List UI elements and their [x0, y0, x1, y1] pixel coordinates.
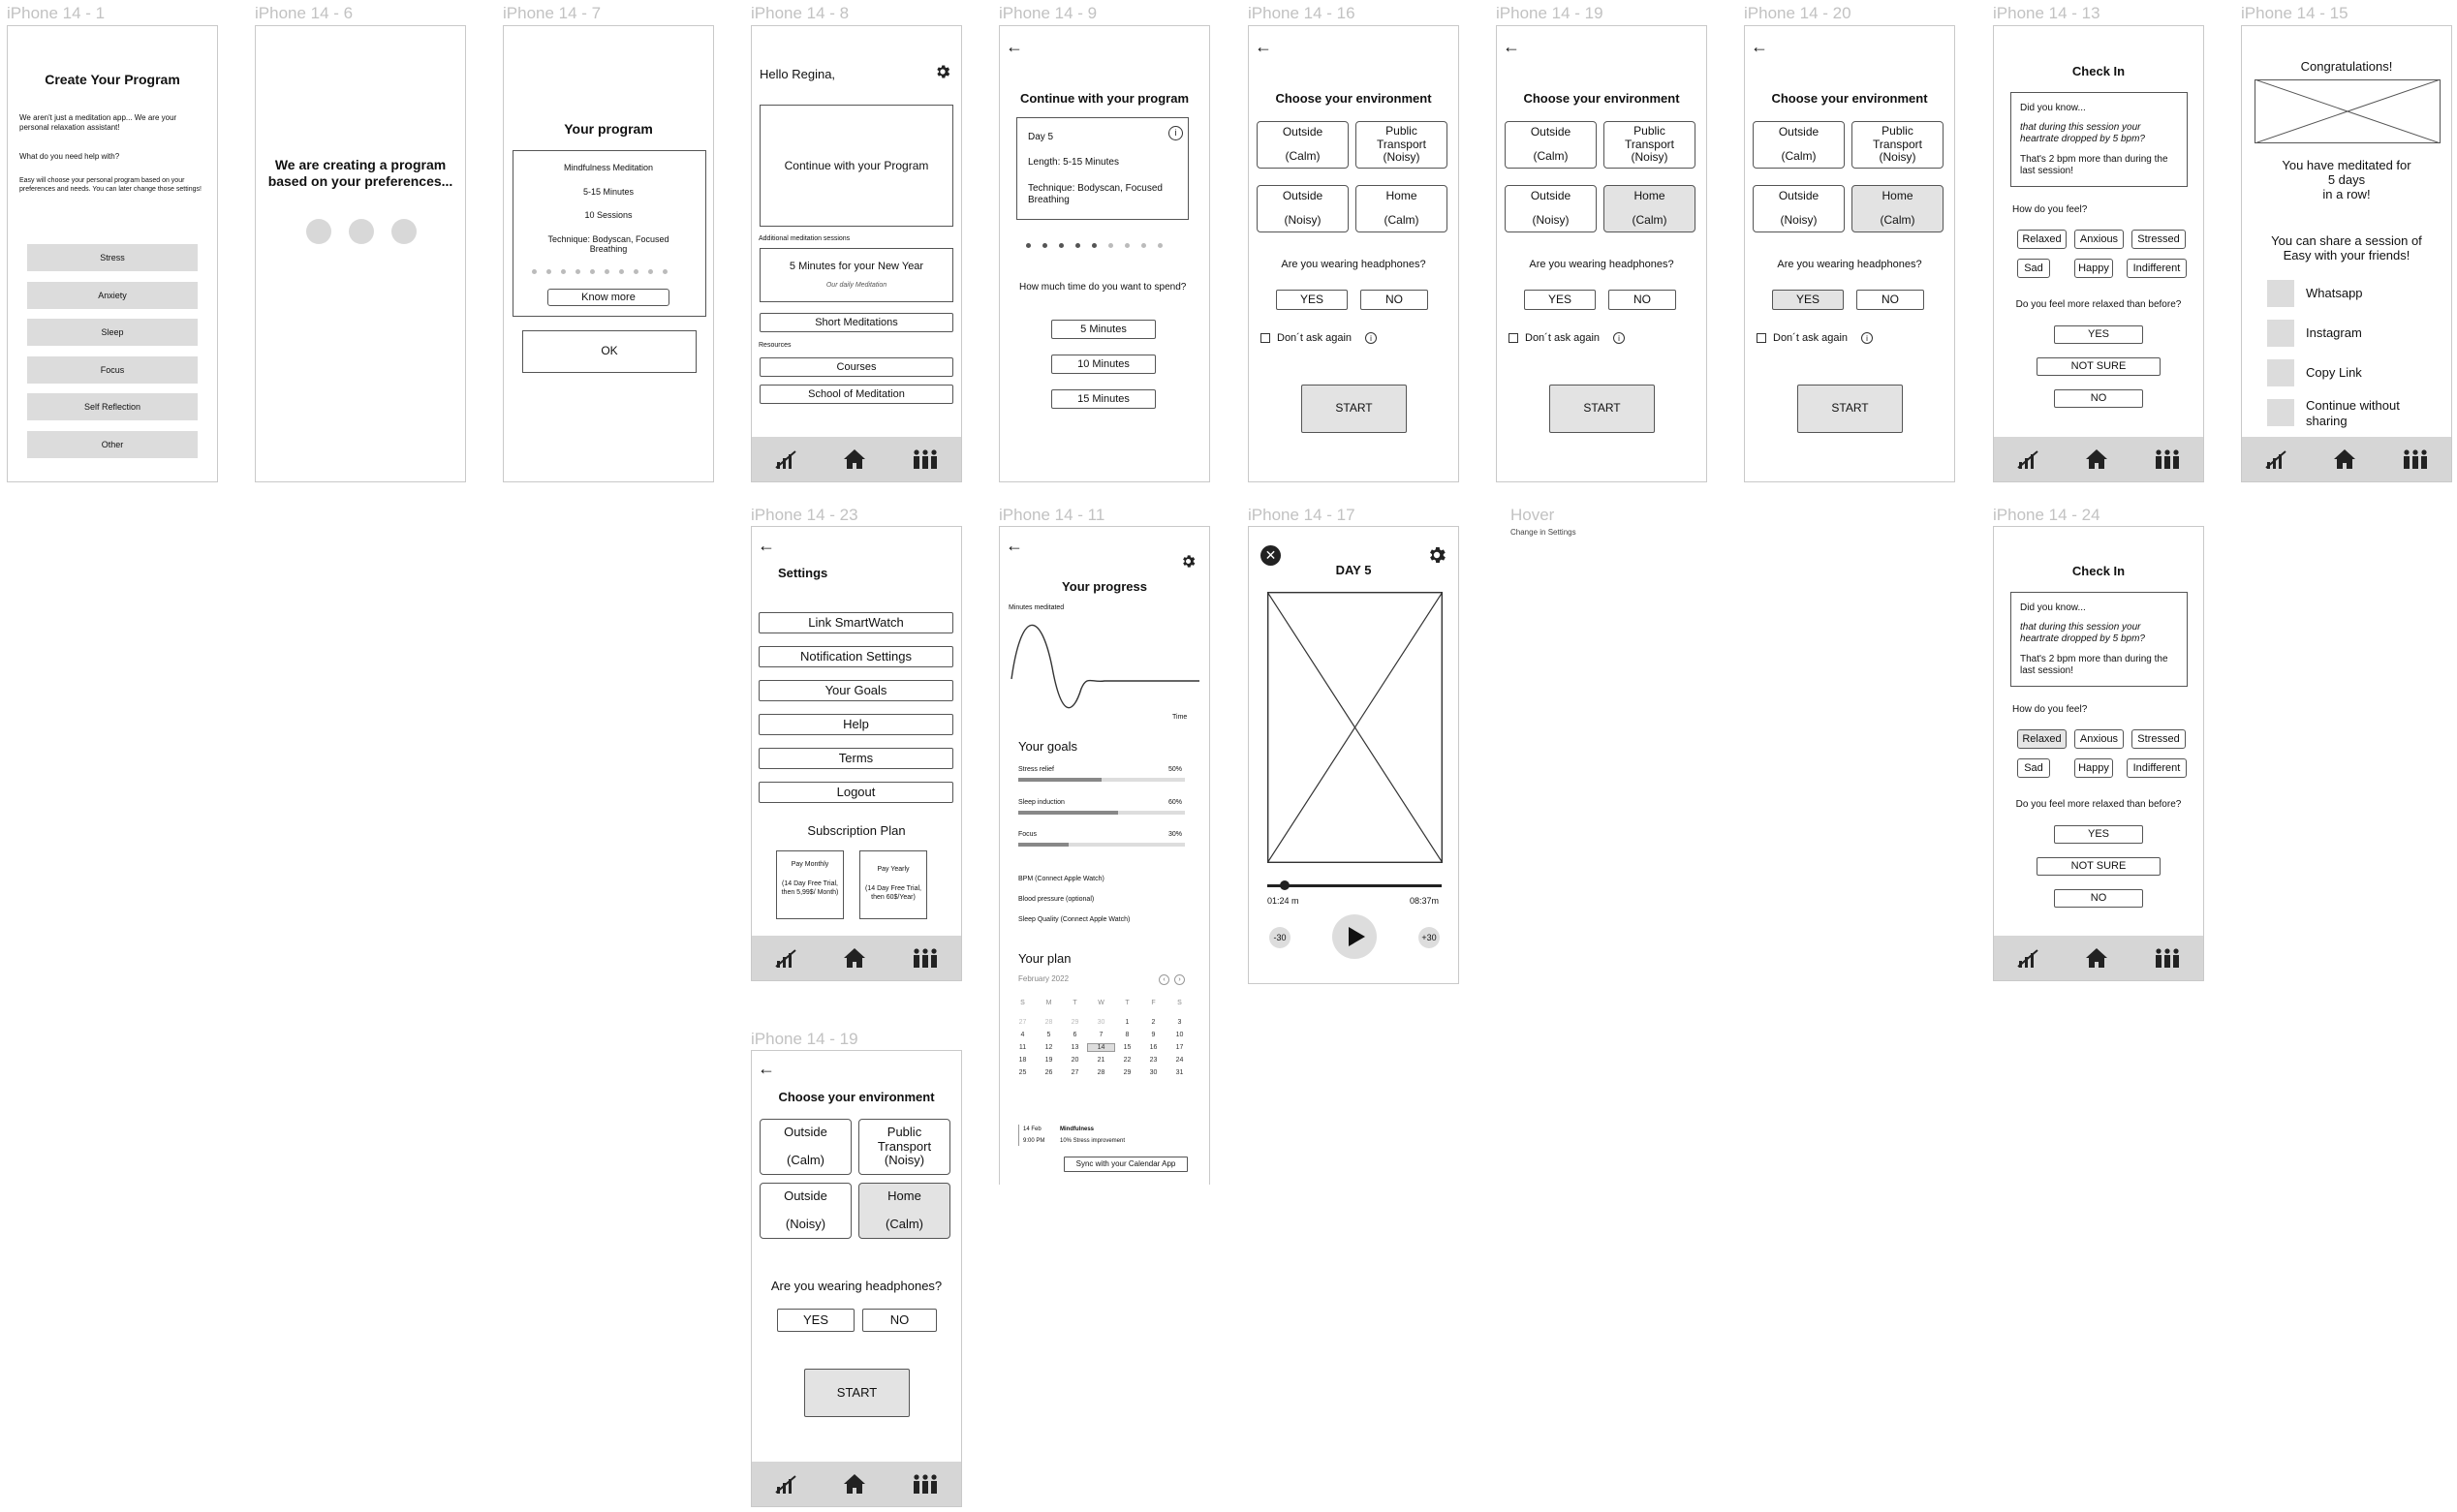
help-button[interactable]: Help	[759, 714, 953, 735]
yes-button[interactable]: YES	[1524, 290, 1596, 310]
forward-30-button[interactable]: +30	[1418, 927, 1440, 948]
calendar-day[interactable]: 19	[1044, 1057, 1053, 1064]
page-title: Check In	[2071, 64, 2126, 78]
info-icon[interactable]: i	[1861, 332, 1873, 344]
frame-label: iPhone 14 - 19	[1496, 4, 1603, 22]
calendar-day[interactable]: 28	[1044, 1019, 1053, 1026]
option-anxiety-button[interactable]: Anxiety	[27, 282, 198, 309]
calendar-grid	[1010, 1019, 1193, 1076]
calendar-month: February 2022	[1018, 974, 1070, 983]
info-icon[interactable]: i	[1613, 332, 1625, 344]
yes-button-selected[interactable]: YES	[1772, 290, 1844, 310]
page-title: DAY 5	[1335, 563, 1372, 577]
plan-desc: (14 Day Free Trial, then 60$/Year)	[865, 885, 921, 901]
elapsed-time: 01:24 m	[1267, 896, 1299, 906]
tab-bar	[752, 437, 961, 481]
no-button[interactable]: NO	[1608, 290, 1676, 310]
day-text: Day 5	[1028, 132, 1054, 142]
calendar-day[interactable]: 6	[1073, 1032, 1077, 1038]
community-icon[interactable]	[2154, 947, 2181, 969]
home-icon[interactable]	[2333, 448, 2356, 470]
home-icon[interactable]	[2085, 448, 2108, 470]
calendar-day[interactable]: 12	[1044, 1044, 1053, 1051]
dont-ask-label: Don´t ask again	[1773, 332, 1849, 344]
program-length: 5-15 Minutes	[582, 187, 635, 197]
mood-indifferent[interactable]: Indifferent	[2127, 259, 2187, 278]
goal-progress-bar	[1018, 843, 1185, 847]
dont-ask-label: Don´t ask again	[1525, 332, 1601, 344]
page-title: Choose your environment	[778, 1090, 935, 1104]
back-arrow-icon[interactable]: ←	[758, 536, 775, 555]
goal-name: Stress relief	[1018, 766, 1054, 773]
relaxed-question: Do you feel more relaxed than before?	[2015, 799, 2182, 810]
frame-environment-16	[1248, 25, 1459, 482]
start-button[interactable]: START	[1797, 385, 1903, 433]
calendar-day-selected[interactable]: 14	[1088, 1044, 1114, 1051]
home-icon[interactable]	[2085, 947, 2108, 969]
frame-creating-program	[255, 25, 466, 482]
answer-no[interactable]: NO	[2054, 389, 2143, 408]
event-time: 9:00 PM	[1023, 1138, 1045, 1144]
play-icon	[1347, 926, 1366, 947]
tab-bar	[2242, 437, 2451, 481]
headphones-question: Are you wearing headphones?	[1777, 259, 1922, 270]
compare-text: That's 2 bpm more than during the last session!	[2020, 154, 2168, 176]
community-icon[interactable]	[912, 947, 939, 969]
stats-icon[interactable]	[2264, 448, 2287, 470]
share-copy-link[interactable]: Copy Link	[2306, 365, 2362, 380]
home-icon[interactable]	[843, 947, 866, 969]
playback-scrubber[interactable]	[1280, 880, 1290, 890]
calendar-day[interactable]: 10	[1175, 1032, 1184, 1038]
whatsapp-icon[interactable]	[2267, 280, 2294, 307]
school-button[interactable]: School of Meditation	[760, 385, 953, 404]
frame-create-program	[7, 25, 218, 482]
courses-button[interactable]: Courses	[760, 357, 953, 377]
env-public-transport[interactable]: Public Transport (Noisy)	[1355, 121, 1447, 169]
frame-continue-program	[999, 25, 1210, 482]
frame-progress	[999, 526, 1210, 1185]
start-button[interactable]: START	[1549, 385, 1655, 433]
rewind-30-button[interactable]: -30	[1269, 927, 1291, 948]
page-title: Create Your Program	[45, 72, 180, 87]
home-icon[interactable]	[843, 448, 866, 470]
link-smartwatch-button[interactable]: Link SmartWatch	[759, 612, 953, 633]
tab-bar	[1994, 936, 2203, 980]
calendar-day[interactable]: 29	[1123, 1069, 1132, 1076]
calendar-day[interactable]: 27	[1018, 1019, 1027, 1026]
calendar-day[interactable]: 28	[1097, 1069, 1105, 1076]
continue-program-card[interactable]: Continue with your Program	[760, 105, 953, 227]
option-other-button[interactable]: Other	[27, 431, 198, 458]
card-subtitle: Our daily Meditation	[825, 282, 887, 289]
option-stress-button[interactable]: Stress	[27, 244, 198, 271]
frame-environment-19b	[751, 1050, 962, 1507]
answer-yes[interactable]: YES	[2054, 325, 2143, 344]
time-axis-label: Time	[1172, 714, 1188, 721]
frame-label: iPhone 14 - 24	[1993, 506, 2100, 524]
goal-name: Focus	[1018, 831, 1038, 838]
fact-text: that during this session your heartrate dropped by 5 bpm?	[2020, 122, 2145, 144]
page-title: Congratulations!	[2300, 59, 2393, 74]
frame-settings	[751, 526, 962, 981]
community-icon[interactable]	[912, 448, 939, 470]
new-year-card[interactable]	[760, 248, 953, 302]
calendar-day[interactable]: 26	[1044, 1069, 1053, 1076]
stats-icon[interactable]	[2016, 448, 2039, 470]
calendar-day[interactable]: 18	[1018, 1057, 1027, 1064]
calendar-day[interactable]: 24	[1175, 1057, 1184, 1064]
frame-label: iPhone 14 - 8	[751, 4, 850, 22]
mood-anxious[interactable]: Anxious	[2074, 729, 2124, 749]
page-title: Continue with your program	[1019, 91, 1190, 106]
info-icon[interactable]: i	[1168, 126, 1183, 140]
no-button[interactable]: NO	[1856, 290, 1924, 310]
hover-note: Change in Settings	[1510, 528, 1576, 537]
did-you-know: Did you know...	[2020, 602, 2086, 613]
option-10-minutes[interactable]: 10 Minutes	[1051, 355, 1156, 374]
yearly-plan-card[interactable]	[859, 850, 927, 919]
your-goals-button[interactable]: Your Goals	[759, 680, 953, 701]
calendar-day[interactable]: 20	[1071, 1057, 1079, 1064]
gear-icon[interactable]	[934, 63, 951, 80]
logout-button[interactable]: Logout	[759, 782, 953, 803]
frame-label: iPhone 14 - 9	[999, 4, 1098, 22]
yes-button[interactable]: YES	[777, 1309, 855, 1332]
calendar-day[interactable]: 31	[1175, 1069, 1184, 1076]
frame-congratulations	[2241, 25, 2452, 482]
calendar-day[interactable]: 9	[1151, 1032, 1156, 1038]
env-public-transport[interactable]: Public Transport (Noisy)	[858, 1119, 950, 1175]
frame-label: Hover	[1510, 506, 1555, 524]
frame-player	[1248, 526, 1459, 984]
question-text: What do you need help with?	[19, 152, 120, 161]
env-home-calm-selected[interactable]: Home (Calm)	[1851, 185, 1944, 232]
frame-environment-19	[1496, 25, 1707, 482]
chart-label: Minutes meditated	[1009, 604, 1065, 611]
loading-title: We are creating a program based on your preferences...	[267, 157, 453, 189]
back-arrow-icon[interactable]: ←	[758, 1059, 775, 1078]
know-more-button[interactable]: Know more	[547, 289, 669, 306]
frame-label: iPhone 14 - 7	[503, 4, 602, 22]
frame-label: iPhone 14 - 16	[1248, 4, 1355, 22]
program-technique: Technique: Bodyscan, Focused Breathing	[547, 234, 669, 255]
calendar-day[interactable]: 30	[1149, 1069, 1158, 1076]
calendar-day[interactable]: 11	[1018, 1044, 1027, 1051]
answer-no[interactable]: NO	[2054, 889, 2143, 908]
option-15-minutes[interactable]: 15 Minutes	[1051, 389, 1156, 409]
stats-icon[interactable]	[774, 448, 797, 470]
goal-value: 50%	[1168, 766, 1183, 773]
share-instagram[interactable]: Instagram	[2306, 325, 2362, 340]
session-progress	[532, 269, 668, 274]
calendar-day[interactable]: 27	[1071, 1069, 1079, 1076]
next-month-icon[interactable]: ›	[1174, 974, 1185, 985]
frame-label: iPhone 14 - 20	[1744, 4, 1851, 22]
loading-dot	[306, 219, 331, 244]
dont-ask-checkbox[interactable]	[1508, 333, 1518, 343]
stats-icon[interactable]	[2016, 947, 2039, 969]
frame-label: iPhone 14 - 23	[751, 506, 858, 524]
share-text: You can share a session of Easy with your friends!	[2271, 233, 2422, 262]
back-arrow-icon[interactable]: ←	[1751, 37, 1768, 56]
frame-your-program	[503, 25, 714, 482]
goal-name: Sleep induction	[1018, 799, 1065, 806]
frame-label: iPhone 14 - 6	[255, 4, 354, 22]
env-home-calm-selected[interactable]: Home (Calm)	[858, 1183, 950, 1239]
plan-title: Pay Monthly	[791, 861, 829, 868]
env-home-calm-selected[interactable]: Home (Calm)	[1603, 185, 1695, 232]
calendar-day[interactable]: 1	[1125, 1019, 1130, 1026]
mood-anxious[interactable]: Anxious	[2074, 230, 2124, 249]
dont-ask-checkbox[interactable]	[1260, 333, 1270, 343]
goal-progress-bar	[1018, 778, 1185, 782]
section-label: Resources	[759, 342, 792, 349]
video-placeholder	[1267, 592, 1443, 863]
env-outside-noisy[interactable]: Outside (Noisy)	[1257, 185, 1349, 232]
compare-text: That's 2 bpm more than during the last session!	[2020, 654, 2168, 676]
length-text: Length: 5-15 Minutes	[1028, 157, 1119, 168]
answer-yes[interactable]: YES	[2054, 825, 2143, 844]
image-placeholder	[2255, 79, 2441, 143]
community-icon[interactable]	[2154, 448, 2181, 470]
headphones-question: Are you wearing headphones?	[1281, 259, 1426, 270]
instagram-icon[interactable]	[2267, 320, 2294, 347]
mood-relaxed-selected[interactable]: Relaxed	[2017, 729, 2067, 749]
goal-progress-bar	[1018, 811, 1185, 815]
goal-fill	[1018, 778, 1102, 782]
ok-button[interactable]: OK	[522, 330, 697, 373]
mood-stressed[interactable]: Stressed	[2131, 729, 2186, 749]
frame-home	[751, 25, 962, 482]
prev-month-icon[interactable]: ‹	[1159, 974, 1169, 985]
stats-icon[interactable]	[774, 947, 797, 969]
answer-not-sure[interactable]: NOT SURE	[2037, 357, 2161, 376]
calendar-day[interactable]: 23	[1149, 1057, 1158, 1064]
calendar-day[interactable]: 4	[1020, 1032, 1025, 1038]
env-outside-calm[interactable]: Outside (Calm)	[1753, 121, 1845, 169]
calendar-day[interactable]: 3	[1177, 1019, 1182, 1026]
streak-line-2: 5 days	[2327, 172, 2366, 187]
calendar-day[interactable]: 8	[1125, 1032, 1130, 1038]
back-arrow-icon[interactable]: ←	[1006, 536, 1023, 555]
env-outside-calm[interactable]: Outside (Calm)	[1505, 121, 1597, 169]
start-button[interactable]: START	[804, 1369, 910, 1417]
gear-icon[interactable]	[1180, 553, 1197, 570]
page-title: Settings	[778, 566, 828, 580]
page-title: Check In	[2071, 564, 2126, 578]
page-title: Choose your environment	[1523, 91, 1680, 106]
calendar-day[interactable]: 22	[1123, 1057, 1132, 1064]
yes-button[interactable]: YES	[1276, 290, 1348, 310]
calendar-day[interactable]: 2	[1151, 1019, 1156, 1026]
answer-not-sure[interactable]: NOT SURE	[2037, 857, 2161, 876]
headphones-question: Are you wearing headphones?	[770, 1279, 943, 1293]
short-meditations-button[interactable]: Short Meditations	[760, 313, 953, 332]
frame-label: iPhone 14 - 17	[1248, 506, 1355, 524]
env-public-transport[interactable]: Public Transport (Noisy)	[1851, 121, 1944, 169]
metric-blood-pressure[interactable]: Blood pressure (optional)	[1018, 896, 1095, 903]
calendar-day[interactable]: 15	[1123, 1044, 1132, 1051]
no-button[interactable]: NO	[1360, 290, 1428, 310]
tab-bar	[1994, 437, 2203, 481]
back-arrow-icon[interactable]: ←	[1503, 37, 1520, 56]
env-outside-calm[interactable]: Outside (Calm)	[760, 1119, 852, 1175]
calendar-day[interactable]: 17	[1175, 1044, 1184, 1051]
frame-label: iPhone 14 - 1	[7, 4, 106, 22]
playback-track[interactable]	[1267, 884, 1442, 887]
mood-sad[interactable]: Sad	[2017, 259, 2050, 278]
env-home-calm[interactable]: Home (Calm)	[1355, 185, 1447, 232]
metric-sleep-quality[interactable]: Sleep Quality (Connect Apple Watch)	[1018, 916, 1131, 923]
loading-dot	[349, 219, 374, 244]
subscription-title: Subscription Plan	[807, 823, 906, 838]
calendar-day[interactable]: 13	[1071, 1044, 1079, 1051]
relaxed-question: Do you feel more relaxed than before?	[2015, 299, 2182, 310]
frame-label: iPhone 14 - 13	[1993, 4, 2100, 22]
frame-check-in	[1993, 25, 2204, 482]
card-title: 5 Minutes for your New Year	[789, 261, 924, 272]
page-title: Your progress	[1062, 579, 1147, 594]
note-text: Easy will choose your personal program based on your preferences and needs. You can later change those settings!	[19, 177, 202, 194]
mood-happy[interactable]: Happy	[2074, 758, 2113, 778]
start-button[interactable]: START	[1301, 385, 1407, 433]
stats-icon[interactable]	[774, 1473, 797, 1495]
metric-bpm[interactable]: BPM (Connect Apple Watch)	[1018, 876, 1104, 882]
tab-bar	[752, 1462, 961, 1506]
goal-fill	[1018, 811, 1118, 815]
frame-environment-20	[1744, 25, 1955, 482]
greeting-text: Hello Regina,	[760, 67, 836, 81]
mood-stressed[interactable]: Stressed	[2131, 230, 2186, 249]
env-outside-calm[interactable]: Outside (Calm)	[1257, 121, 1349, 169]
dont-ask-checkbox[interactable]	[1757, 333, 1766, 343]
copy-link-icon[interactable]	[2267, 359, 2294, 386]
mood-indifferent[interactable]: Indifferent	[2127, 758, 2187, 778]
env-outside-noisy[interactable]: Outside (Noisy)	[760, 1183, 852, 1239]
page-title: Choose your environment	[1275, 91, 1432, 106]
notification-settings-button[interactable]: Notification Settings	[759, 646, 953, 667]
community-icon[interactable]	[2402, 448, 2429, 470]
headphones-question: Are you wearing headphones?	[1529, 259, 1674, 270]
option-5-minutes[interactable]: 5 Minutes	[1051, 320, 1156, 339]
back-arrow-icon[interactable]: ←	[1255, 37, 1272, 56]
fact-text: that during this session your heartrate dropped by 5 bpm?	[2020, 622, 2145, 644]
goal-value: 60%	[1168, 799, 1183, 806]
goals-title: Your goals	[1018, 739, 1077, 754]
calendar-day[interactable]: 16	[1149, 1044, 1158, 1051]
page-title: Choose your environment	[1771, 91, 1928, 106]
calendar-day[interactable]: 25	[1018, 1069, 1027, 1076]
mood-happy[interactable]: Happy	[2074, 259, 2113, 278]
back-arrow-icon[interactable]: ←	[1006, 37, 1023, 56]
dont-ask-label: Don´t ask again	[1277, 332, 1353, 344]
section-label: Additional meditation sessions	[759, 235, 851, 242]
feel-question: How do you feel?	[2012, 204, 2088, 215]
plan-desc: (14 Day Free Trial, then 5,99$/ Month)	[781, 880, 839, 896]
community-icon[interactable]	[912, 1473, 939, 1495]
calendar-weekdays: S M T W T F S	[1020, 1000, 1182, 1006]
time-question: How much time do you want to spend?	[1019, 282, 1187, 293]
event-title: Mindfulness	[1060, 1126, 1095, 1132]
home-icon[interactable]	[843, 1473, 866, 1495]
event-desc: 10% Stress improvement	[1060, 1138, 1126, 1144]
option-self-reflection-button[interactable]: Self Reflection	[27, 393, 198, 420]
frame-label: iPhone 14 - 11	[999, 506, 1105, 524]
goal-value: 30%	[1168, 831, 1183, 838]
continue-icon[interactable]	[2267, 399, 2294, 426]
frame-label: iPhone 14 - 19	[751, 1030, 858, 1048]
did-you-know: Did you know...	[2020, 103, 2086, 113]
loading-dot	[391, 219, 417, 244]
event-date: 14 Feb	[1023, 1126, 1042, 1132]
env-public-transport[interactable]: Public Transport (Noisy)	[1603, 121, 1695, 169]
intro-text: We aren't just a meditation app... We are your personal relaxation assistant!	[19, 113, 177, 132]
streak-line-3: in a row!	[2322, 187, 2371, 201]
env-outside-noisy[interactable]: Outside (Noisy)	[1753, 185, 1845, 232]
technique-text: Technique: Bodyscan, Focused Breathing	[1028, 183, 1163, 205]
mood-sad[interactable]: Sad	[2017, 758, 2050, 778]
streak-line-1: You have meditated for	[2282, 158, 2411, 172]
program-sessions: 10 Sessions	[584, 210, 633, 220]
frame-check-in-selected	[1993, 526, 2204, 981]
page-title: Your program	[564, 121, 653, 137]
option-sleep-button[interactable]: Sleep	[27, 319, 198, 346]
share-whatsapp[interactable]: Whatsapp	[2306, 286, 2363, 300]
program-type: Mindfulness Meditation	[563, 163, 654, 172]
calendar-day[interactable]: 21	[1097, 1057, 1105, 1064]
calendar-day[interactable]: 7	[1099, 1032, 1104, 1038]
goal-fill	[1018, 843, 1069, 847]
plan-title: Pay Yearly	[877, 866, 910, 873]
total-time: 08:37m	[1410, 896, 1440, 906]
tab-bar	[752, 936, 961, 980]
event-divider	[1018, 1125, 1019, 1146]
sync-calendar-button[interactable]: Sync with your Calendar App	[1064, 1157, 1188, 1172]
terms-button[interactable]: Terms	[759, 748, 953, 769]
calendar-day[interactable]: 5	[1046, 1032, 1051, 1038]
info-icon[interactable]: i	[1365, 332, 1377, 344]
env-outside-noisy[interactable]: Outside (Noisy)	[1505, 185, 1597, 232]
mood-relaxed[interactable]: Relaxed	[2017, 230, 2067, 249]
option-focus-button[interactable]: Focus	[27, 356, 198, 384]
monthly-plan-card[interactable]	[776, 850, 844, 919]
feel-question: How do you feel?	[2012, 704, 2088, 715]
close-icon[interactable]: ✕	[1260, 545, 1281, 566]
no-button[interactable]: NO	[862, 1309, 937, 1332]
continue-without-sharing[interactable]: Continue without sharing	[2306, 398, 2400, 428]
plan-title: Your plan	[1018, 951, 1072, 966]
frame-label: iPhone 14 - 15	[2241, 4, 2348, 22]
session-progress	[1026, 243, 1163, 248]
calendar-day[interactable]: 29	[1071, 1019, 1079, 1026]
calendar-day[interactable]: 30	[1097, 1019, 1105, 1026]
